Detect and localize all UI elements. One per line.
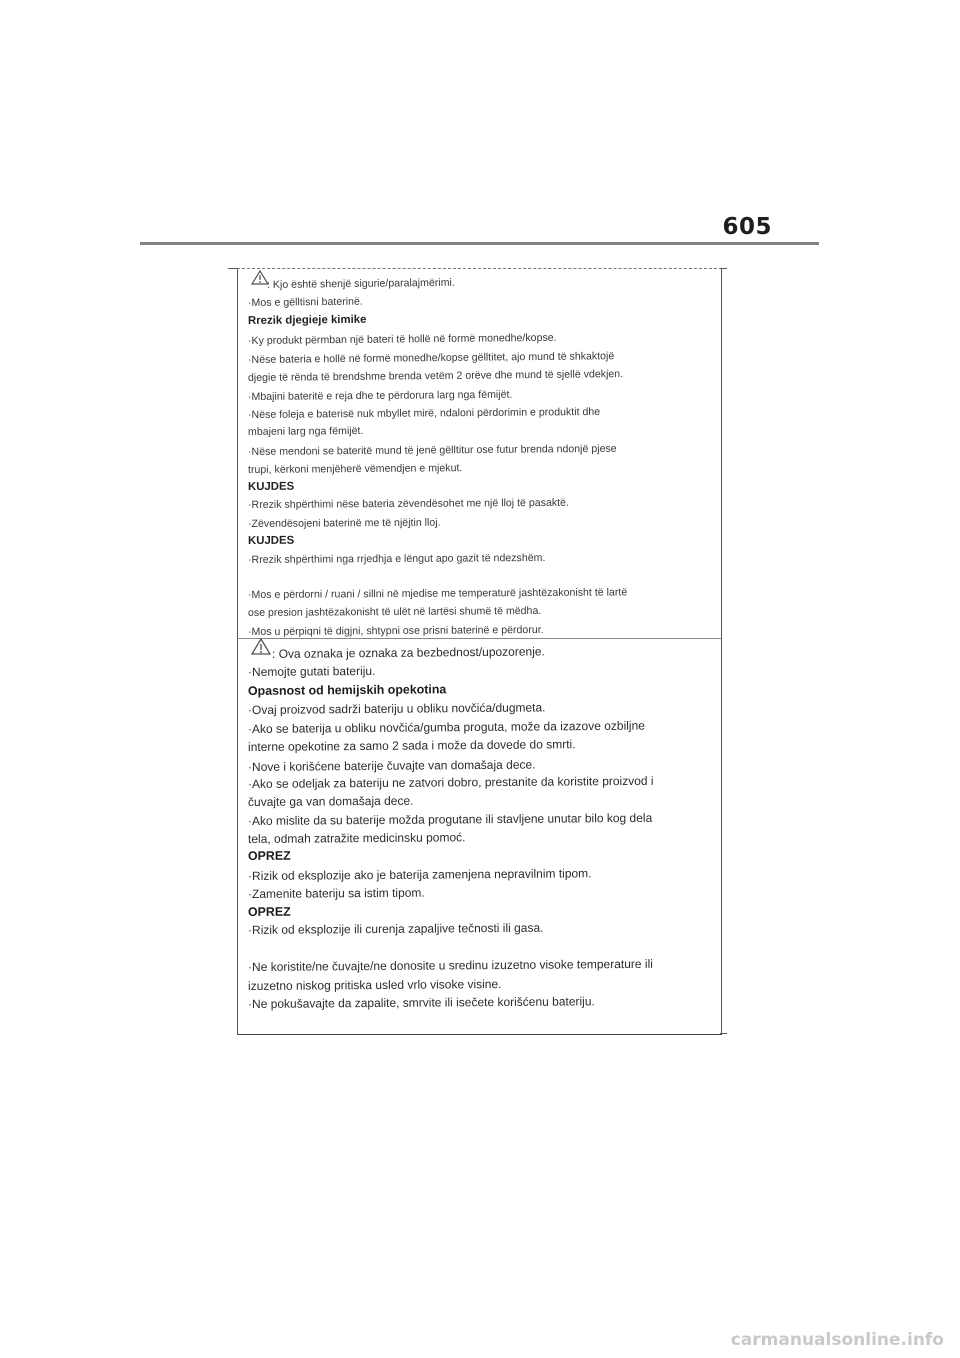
serbian-warning-line: čuvajte ga van domašaja dece.: [247, 793, 414, 809]
albanian-warning-line: ·Mbajini bateritë e reja dhe te përdorura larg nga fëmijët.: [247, 388, 513, 403]
serbian-warning-heading: Opasnost od hemijskih opekotina: [247, 682, 447, 698]
serbian-warning-line: ·Rizik od eksplozije ili curenja zapaljive tečnosti ili gasa.: [247, 920, 544, 937]
albanian-warning-line: trupi, kërkoni menjëherë vëmendjen e mjekut.: [247, 462, 463, 476]
serbian-warning-line: ·Ovaj proizvod sadrži bateriju u obliku novčića/dugmeta.: [247, 700, 546, 717]
serbian-warning-line: ·Ako mislite da su baterije možda progutane ili stavljene unutar bilo kog dela: [247, 810, 653, 828]
serbian-warning-heading: OPREZ: [247, 904, 291, 919]
serbian-warning-line: ·Ako se odeljak za bateriju ne zatvori dobro, prestanite da koristite proizvod i: [247, 773, 654, 791]
albanian-warning-line: ·Mos e gëlltisni baterinë.: [247, 295, 363, 309]
box-corner-mark: [720, 268, 727, 269]
albanian-warning-line: mbajeni larg nga fëmijët.: [247, 424, 364, 438]
serbian-warning-line: ·Zamenite bateriju sa istim tipom.: [247, 885, 425, 901]
serbian-warning-heading: OPREZ: [247, 848, 291, 863]
albanian-warning-line: ·Mos e përdorni / ruani / sillni në mjedise me temperaturë jashtëzakonisht të lartë: [247, 586, 628, 601]
albanian-warning-line: ·Rrezik shpërthimi nga rrjedhja e lëngut apo gazit të ndezshëm.: [247, 551, 546, 566]
serbian-warning-line: ·Ne koristite/ne čuvajte/ne donosite u sredinu izuzetno visoke temperature ili: [247, 956, 653, 974]
albanian-warning-line: ·Mos u përpiqni të digjni, shtypni ose prisni baterinë e përdorur.: [247, 623, 544, 638]
albanian-warning-line: ·Nëse mendoni se bateritë mund të jenë gëlltitur ose futur brenda ndonjë pjese: [247, 442, 617, 458]
albanian-warning-line: ·Zëvendësojeni baterinë me të njëjtin lloj.: [247, 516, 441, 530]
serbian-warning-line: ·Rizik od eksplozije ako je baterija zamenjena nepravilnim tipom.: [247, 866, 592, 883]
warning-triangle-icon: [251, 638, 271, 660]
albanian-warning-line: ·Ky produkt përmban një bateri të hollë në formë monedhe/kopse.: [247, 331, 557, 347]
albanian-warning-line: djegie të rënda të brendshme brenda vetëm 2 orëve dhe mund të sjellë vdekjen.: [247, 368, 624, 384]
albanian-warning-line: ·Rrezik shpërthimi nëse bateria zëvendësohet me një lloj të pasaktë.: [247, 496, 569, 511]
serbian-warning-line: tela, odmah zatražite medicinsku pomoć.: [247, 830, 466, 846]
serbian-warning-line: interne opekotine za samo 2 sada i može da dovede do smrti.: [247, 737, 576, 754]
albanian-warning-line: : Kjo është shenjë sigurie/paralajmërimi.: [266, 276, 455, 291]
albanian-warning-heading: Rrezik djegieje kimike: [247, 313, 367, 327]
albanian-warning-heading: KUJDES: [247, 480, 295, 493]
albanian-warning-heading: KUJDES: [247, 534, 295, 547]
serbian-warning-line: ·Nemojte gutati bateriju.: [247, 663, 376, 679]
serbian-warning-line: ·Nove i korišćene baterije čuvajte van domašaja dece.: [247, 757, 536, 774]
albanian-warning-line: ose presion jashtëzakonisht të ulët në lartësi shumë të mëdha.: [247, 604, 542, 619]
serbian-warning-line: ·Ako se baterija u obliku novčića/gumba proguta, može da izazove ozbiljne: [247, 718, 645, 736]
watermark: carmanualsonline.info: [730, 1330, 944, 1350]
serbian-warning-line: izuzetno niskog pritiska usled vrlo visoke visine.: [247, 977, 502, 993]
box-corner-mark: [720, 1033, 727, 1034]
page-number: 605: [722, 214, 772, 240]
header-rule: [140, 242, 819, 245]
box-corner-mark: [228, 268, 237, 269]
serbian-warning-line: : Ova oznaka je oznaka za bezbednost/upozorenje.: [271, 644, 545, 661]
albanian-warning-line: ·Nëse bateria e hollë në formë monedhe/kopse gëlltitet, ajo mund të shkaktojë: [247, 350, 615, 366]
serbian-warning-line: ·Ne pokušavajte da zapalite, smrvite ili isečete korišćenu bateriju.: [247, 994, 595, 1011]
albanian-warning-line: ·Nëse foleja e baterisë nuk mbyllet mirë, ndaloni përdorimin e produktit dhe: [247, 405, 601, 421]
